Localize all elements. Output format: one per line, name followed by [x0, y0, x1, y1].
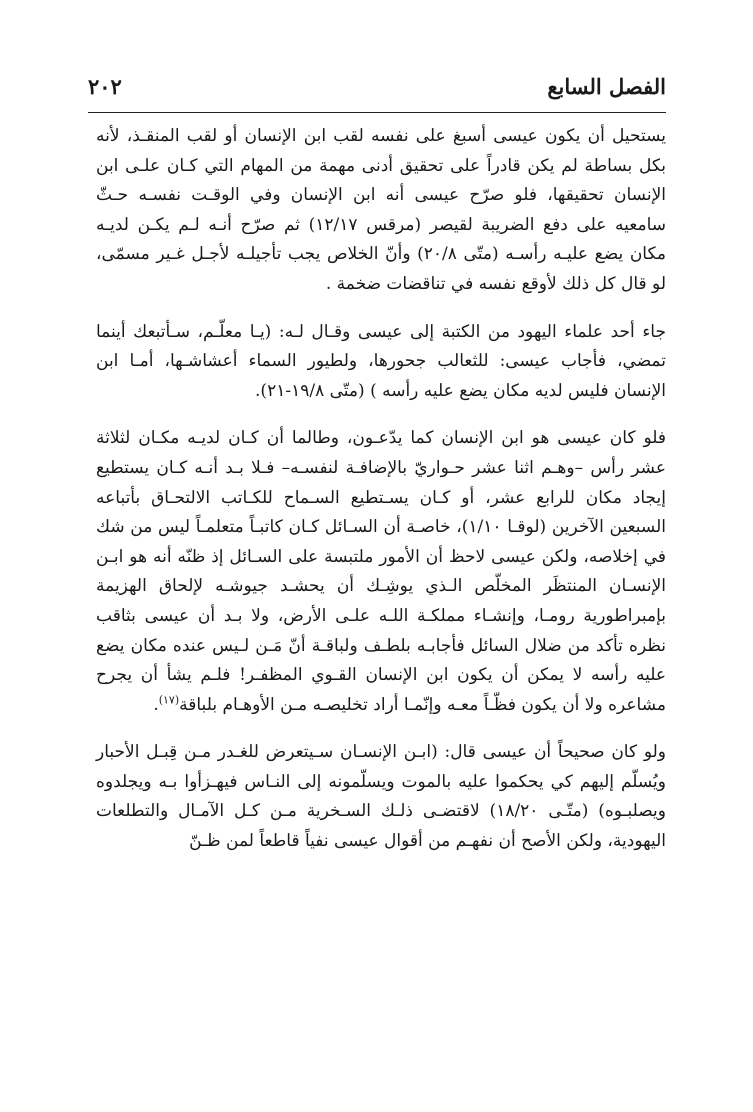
paragraph-3	[96, 424, 666, 720]
paragraph-3-text: فلو كان عيسى هو ابن الإنسان كما يدّعـون، وطالما أن كـان لديـه مكـان لثلاثة عشر رأس –وهـم اثنا عشر حـواريّ بالإضافـة لنفسـه– فـلا بـد أنـه كـان يستطيع إيجاد مكان للرابع عشر، أو كـان يسـتطيع السـماح للكـاتب الالتحـاق بأتباعه السبعين الآخرين (لوقـا ١/١٠)، خاصـة أن السـائل كـان كاتبـاً متعلمـاً ليس من شك في إخلاصه، ولكن عيسى لاحظ أن الأمور ملتبسة على السـائل إذ ظنّه أنه هو ابـن الإنسـان المنتظَر المخلّص الـذي يوشِـك أن يحشـد جيوشـه لإلحاق الهزيمة بإمبراطورية رومـا، وإنشـاء مملكـة اللـه علـى الأرض، ولا بـد أن عيسى بثاقب نظره تأكد من ضلال السائل فأجابـه بلطـف ولباقـة أنّ مَـن لـيس عنده مكان يضع عليه رأسه لا يمكن أن يكون ابن الإنسان القـوي المظفـر! فلـم يشأ أن يجرح مشاعره ولا أن يكون فظّـاً معـه وإنّمـا أراد تخليصـه مـن الأوهـام بلباقة	[96, 428, 666, 715]
page-number: ٢٠٢	[88, 74, 122, 99]
chapter-title: الفصل السابع	[547, 74, 666, 99]
header-divider	[88, 112, 666, 113]
paragraph-1: يستحيل أن يكون عيسى أسبغ على نفسه لقب ابن الإنسان أو لقب المنقـذ، لأنه بكل بساطة لم يكن قادراً على تحقيق أدنى مهمة من المهام التي كـان علـى ابن الإنسان تحقيقها، فلو صرّح عيسى أنه ابن الإنسان وفي الوقـت نفسـه حـثّ سامعيه على دفع الضريبة لقيصر (مرقس ١٢/١٧) ثم صرّح أنـه لـم يكـن لديـه مكان يضع عليـه رأسـه (متّى ٢٠/٨) وأنّ الخلاص يجب تأجيلـه لأجـل غـير مسمّى، لو قال كل ذلك لأوقع نفسه في تناقضات ضخمة .	[96, 126, 666, 294]
body-text	[96, 122, 666, 857]
footnote-marker[interactable]: (١٧)	[158, 693, 180, 707]
paragraph-2: جاء أحد علماء اليهود من الكتبة إلى عيسى وقـال لـه: (يـا معلّـم، سـأتبعك أينما تمضي، فأجاب عيسى: للثعالب جحورها، ولطيور السماء أعشاشـها، أمـا ابن الإنسان فليس لديه مكان يضع عليه رأسه ) (متّى ١٩/٨-٢١).	[96, 321, 666, 401]
page-header	[88, 72, 666, 112]
paragraph-4: ولو كان صحيحاً أن عيسى قال: (ابـن الإنسـان سـيتعرض للغـدر مـن قِبـل الأحبار ويُسلّم إليهم كي يحكموا عليه بالموت ويسلّمونه إلى النـاس فيهـزأوا بـه ويجلدوه ويصلبـوه) (متّـى ١٨/٢٠) لاقتضـى ذلـك السـخرية مـن كـل الآمـال والتطلعات اليهودية، ولكن الأصح أن نفهـم من أقوال عيسى نفياً قاطعاً لمن ظـنّ	[96, 742, 666, 852]
paragraph-3-end: .	[153, 694, 159, 715]
